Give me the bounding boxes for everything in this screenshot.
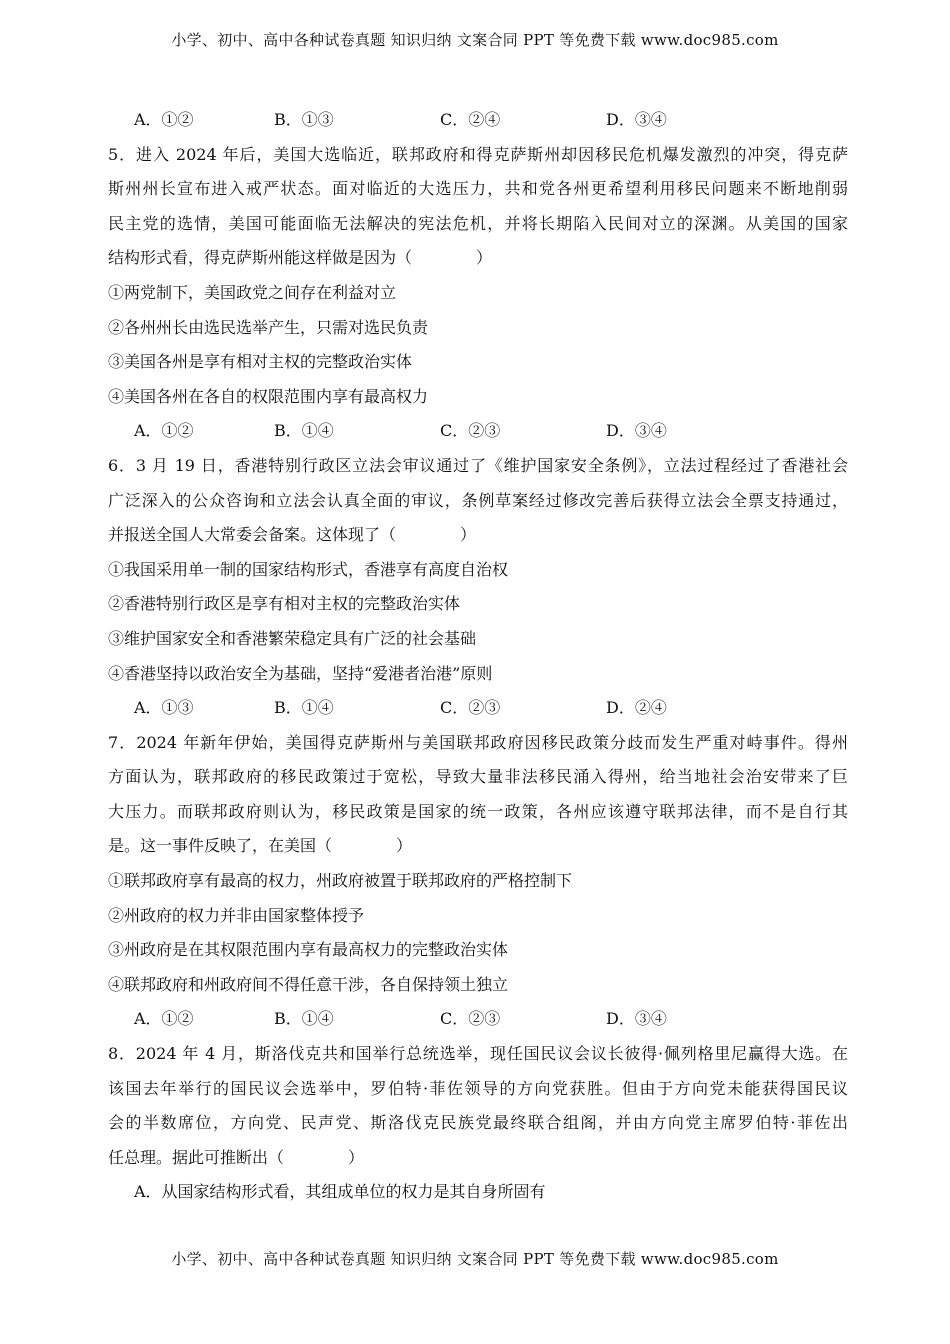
q5-option-a: A．①② [134, 421, 194, 441]
q6-option-b: B．①④ [274, 698, 334, 718]
q7-stem-line: 方面认为，联邦政府的移民政策过于宽松，导致大量非法移民涌入得州，给当地社会治安带来了巨 [108, 767, 848, 787]
q4-option-a: A．①② [134, 110, 194, 129]
q7-statement: ④联邦政府和州政府间不得任意干涉，各自保持领土独立 [108, 974, 509, 994]
q7-statement: ③州政府是在其权限范围内享有最高权力的完整政治实体 [108, 940, 509, 960]
page-content [108, 103, 848, 1210]
q5-statement: ③美国各州是享有相对主权的完整政治实体 [108, 352, 413, 372]
q7-option-a: A．①② [134, 1009, 194, 1029]
q4-option-d: D．③④ [606, 110, 667, 129]
question-6 [108, 449, 848, 726]
q6-statement: ④香港坚持以政治安全为基础，坚持“爱港者治港”原则 [108, 663, 493, 683]
q7-stem-line: 是。这一事件反映了，在美国（ ） [108, 836, 413, 856]
q8-option-a: A．从国家结构形式看，其组成单位的权力是其自身所固有 [134, 1182, 546, 1202]
q5-option-c: C．②③ [440, 421, 501, 441]
q5-stem-line: 结构形式看，得克萨斯州能这样做是因为（ ） [108, 248, 493, 268]
q4-option-b: B．①③ [274, 110, 334, 129]
q5-options [108, 414, 848, 449]
q5-statement: ①两党制下，美国政党之间存在利益对立 [108, 282, 397, 302]
q5-statement: ②各州州长由选民选举产生，只需对选民负责 [108, 317, 429, 337]
q8-stem-line: 8．2024 年 4 月，斯洛伐克共和国举行总统选举，现任国民议会议长彼得·佩列格里尼赢得大选。在 [108, 1044, 848, 1064]
q7-option-c: C．②③ [440, 1009, 501, 1029]
q6-options [108, 691, 848, 726]
q8-stem-line: 会的半数席位，方向党、民声党、斯洛伐克民族党最终联合组阁，并由方向党主席罗伯特·菲佐出 [108, 1113, 848, 1133]
page-header: 小学、初中、高中各种试卷真题 知识归纳 文案合同 PPT 等免费下载 www.doc985.com [171, 31, 779, 49]
q5-statement: ④美国各州在各自的权限范围内享有最高权力 [108, 386, 429, 406]
q8-stem-line: 任总理。据此可推断出（ ） [108, 1147, 365, 1167]
q6-statement: ②香港特别行政区是享有相对主权的完整政治实体 [108, 594, 461, 614]
page-footer: 小学、初中、高中各种试卷真题 知识归纳 文案合同 PPT 等免费下载 www.doc985.com [171, 1250, 779, 1268]
q7-options [108, 1002, 848, 1037]
q7-stem-line: 大压力。而联邦政府则认为，移民政策是国家的统一政策，各州应该遵守联邦法律，而不是自行其 [108, 801, 848, 821]
q6-option-a: A．①③ [134, 698, 194, 718]
q7-statement: ②州政府的权力并非由国家整体授予 [108, 905, 365, 925]
q7-option-b: B．①④ [274, 1009, 334, 1029]
q8-stem-line: 该国去年举行的国民议会选举中，罗伯特·菲佐领导的方向党获胜。但由于方向党未能获得国民议 [108, 1078, 848, 1098]
q5-stem-line: 斯州州长宣布进入戒严状态。面对临近的大选压力，共和党各州更希望利用移民问题来不断地削弱 [108, 179, 848, 199]
q5-stem-line: 民主党的选情，美国可能面临无法解决的宪法危机，并将长期陷入民间对立的深渊。从美国的国家 [108, 213, 848, 233]
q5-stem-line: 5．进入 2024 年后，美国大选临近，联邦政府和得克萨斯州却因移民危机爆发激烈的冲突，得克萨 [108, 144, 848, 164]
q6-statement: ③维护国家安全和香港繁荣稳定具有广泛的社会基础 [108, 628, 477, 648]
question-7 [108, 726, 848, 1037]
question-5 [108, 138, 848, 449]
q6-statement: ①我国采用单一制的国家结构形式，香港享有高度自治权 [108, 559, 509, 579]
q4-option-c: C．②④ [440, 110, 501, 129]
q6-stem-line: 6．3 月 19 日，香港特别行政区立法会审议通过了《维护国家安全条例》，立法过程经过了香港社会 [108, 455, 848, 475]
q6-stem-line: 并报送全国人大常委会备案。这体现了（ ） [108, 525, 477, 545]
q6-option-d: D．②④ [606, 698, 667, 718]
q5-option-d: D．③④ [606, 421, 667, 441]
question-8 [108, 1037, 848, 1210]
q6-option-c: C．②③ [440, 698, 501, 718]
q6-stem-line: 广泛深入的公众咨询和立法会认真全面的审议，条例草案经过修改完善后获得立法会全票支持通过， [108, 490, 848, 510]
q7-stem-line: 7．2024 年新年伊始，美国得克萨斯州与美国联邦政府因移民政策分歧而发生严重对峙事件。得州 [108, 732, 848, 752]
q5-option-b: B．①④ [274, 421, 334, 441]
q4-options [108, 103, 848, 138]
q7-statement: ①联邦政府享有最高的权力，州政府被置于联邦政府的严格控制下 [108, 871, 573, 891]
q7-option-d: D．③④ [606, 1009, 667, 1029]
